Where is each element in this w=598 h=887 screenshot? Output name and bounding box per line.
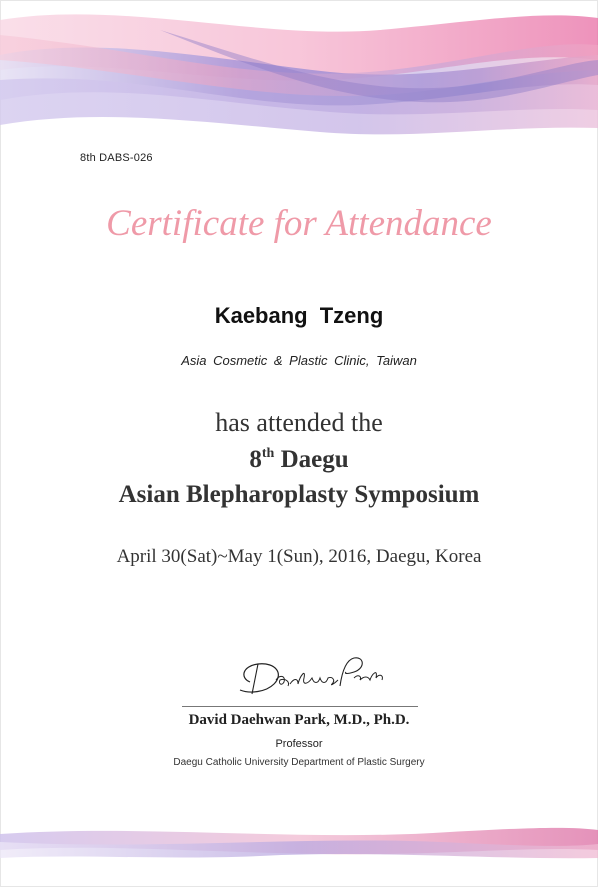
- event-name-line-2: Asian Blepharoplasty Symposium: [118, 481, 480, 508]
- bottom-wave-banner: [0, 820, 598, 865]
- attended-statement: has attended the: [215, 408, 383, 437]
- event-dates-location: April 30(Sat)~May 1(Sun), 2016, Daegu, Korea: [116, 546, 482, 567]
- event-name-line-1: [0, 446, 598, 474]
- signature-line: [182, 706, 418, 707]
- signer-department: Daegu Catholic University Department of Plastic Surgery: [173, 757, 425, 768]
- handwritten-signature: [228, 648, 388, 708]
- certificate-serial-number: 8th DABS-026: [80, 152, 153, 164]
- signer-name: David Daehwan Park, M.D., Ph.D.: [188, 712, 410, 728]
- certificate-title: Certificate for Attendance: [106, 203, 492, 244]
- event-city: Daegu: [274, 446, 349, 473]
- event-ordinal-suffix: th: [261, 446, 275, 461]
- recipient-affiliation: Asia Cosmetic & Plastic Clinic, Taiwan: [181, 353, 417, 368]
- signer-title: Professor: [275, 738, 323, 750]
- event-ordinal: 8: [249, 446, 262, 473]
- top-wave-banner: [0, 0, 598, 150]
- recipient-name: Kaebang Tzeng: [214, 303, 384, 328]
